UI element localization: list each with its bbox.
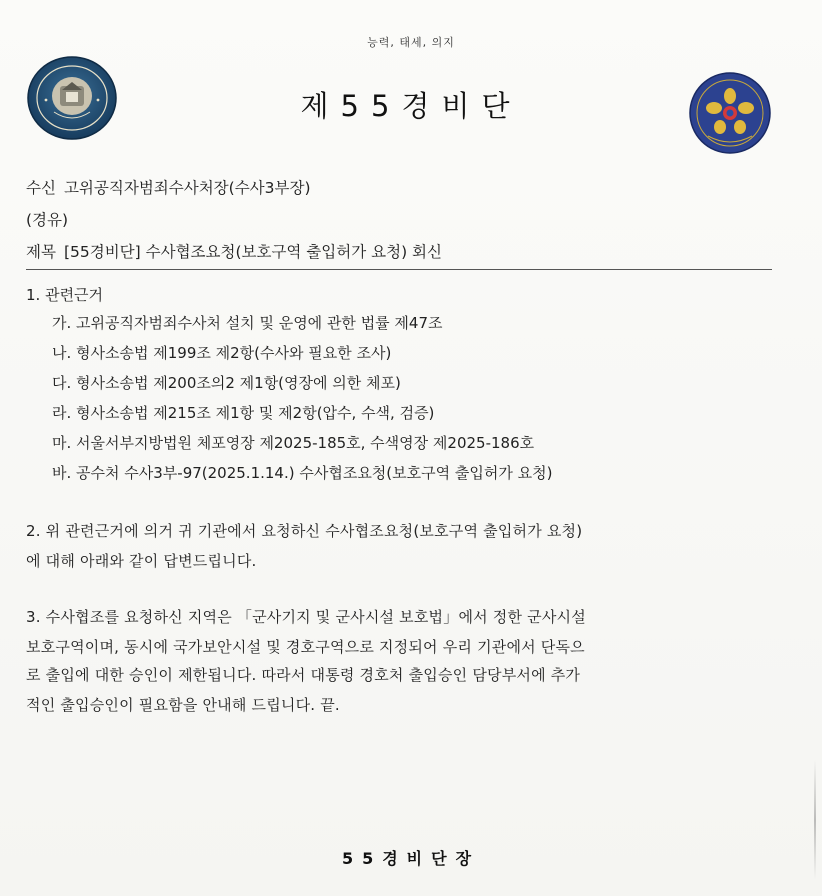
subject-label: 제목 bbox=[26, 243, 56, 261]
page-edge-shadow bbox=[814, 760, 816, 880]
via-row bbox=[26, 208, 68, 230]
recipient-label: 수신 bbox=[26, 179, 56, 197]
header-divider bbox=[26, 269, 772, 270]
basis-item: 다. 형사소송법 제200조의2 제1항(영장에 의한 체포) bbox=[52, 374, 401, 392]
recipient-row bbox=[26, 176, 311, 198]
subject-row bbox=[26, 240, 442, 262]
section3-line: 3. 수사협조를 요청하신 지역은 「군사기지 및 군사시설 보호법」에서 정한 군사시설 bbox=[26, 608, 586, 626]
recipient-value: 고위공직자범죄수사처장(수사3부장) bbox=[63, 179, 311, 197]
basis-item: 바. 공수처 수사3부-97(2025.1.14.) 수사협조요청(보호구역 출입허가 요청) bbox=[52, 464, 553, 482]
section3-line: 적인 출입승인이 필요함을 안내해 드립니다. 끝. bbox=[26, 696, 340, 714]
section2-line: 2. 위 관련근거에 의거 귀 기관에서 요청하신 수사협조요청(보호구역 출입허가 요청) bbox=[26, 522, 583, 540]
section3-line: 보호구역이며, 동시에 국가보안시설 및 경호구역으로 지정되어 우리 기관에서 단독으 bbox=[26, 638, 585, 656]
section3-line: 로 출입에 대한 승인이 제한됩니다. 따라서 대통령 경호처 출입승인 담당부서에 추가 bbox=[26, 666, 581, 684]
basis-item: 라. 형사소송법 제215조 제1항 및 제2항(압수, 수색, 검증) bbox=[52, 404, 435, 422]
unit-motto: 능력, 태세, 의지 bbox=[367, 36, 455, 49]
subject-value: [55경비단] 수사협조요청(보호구역 출입허가 요청) 회신 bbox=[63, 243, 443, 261]
section1-heading: 1. 관련근거 bbox=[26, 286, 104, 304]
document-title: 제55경비단 bbox=[300, 89, 522, 123]
basis-item: 가. 고위공직자범죄수사처 설치 및 운영에 관한 법률 제47조 bbox=[52, 314, 443, 332]
basis-item: 마. 서울서부지방법원 체포영장 제2025-185호, 수색영장 제2025-186호 bbox=[52, 434, 535, 452]
section2-line: 에 대해 아래와 같이 답변드립니다. bbox=[26, 552, 257, 570]
basis-item: 나. 형사소송법 제199조 제2항(수사와 필요한 조사) bbox=[52, 344, 392, 362]
via-label: (경유) bbox=[26, 211, 69, 229]
signature-block: 55경비단장 bbox=[341, 849, 481, 868]
